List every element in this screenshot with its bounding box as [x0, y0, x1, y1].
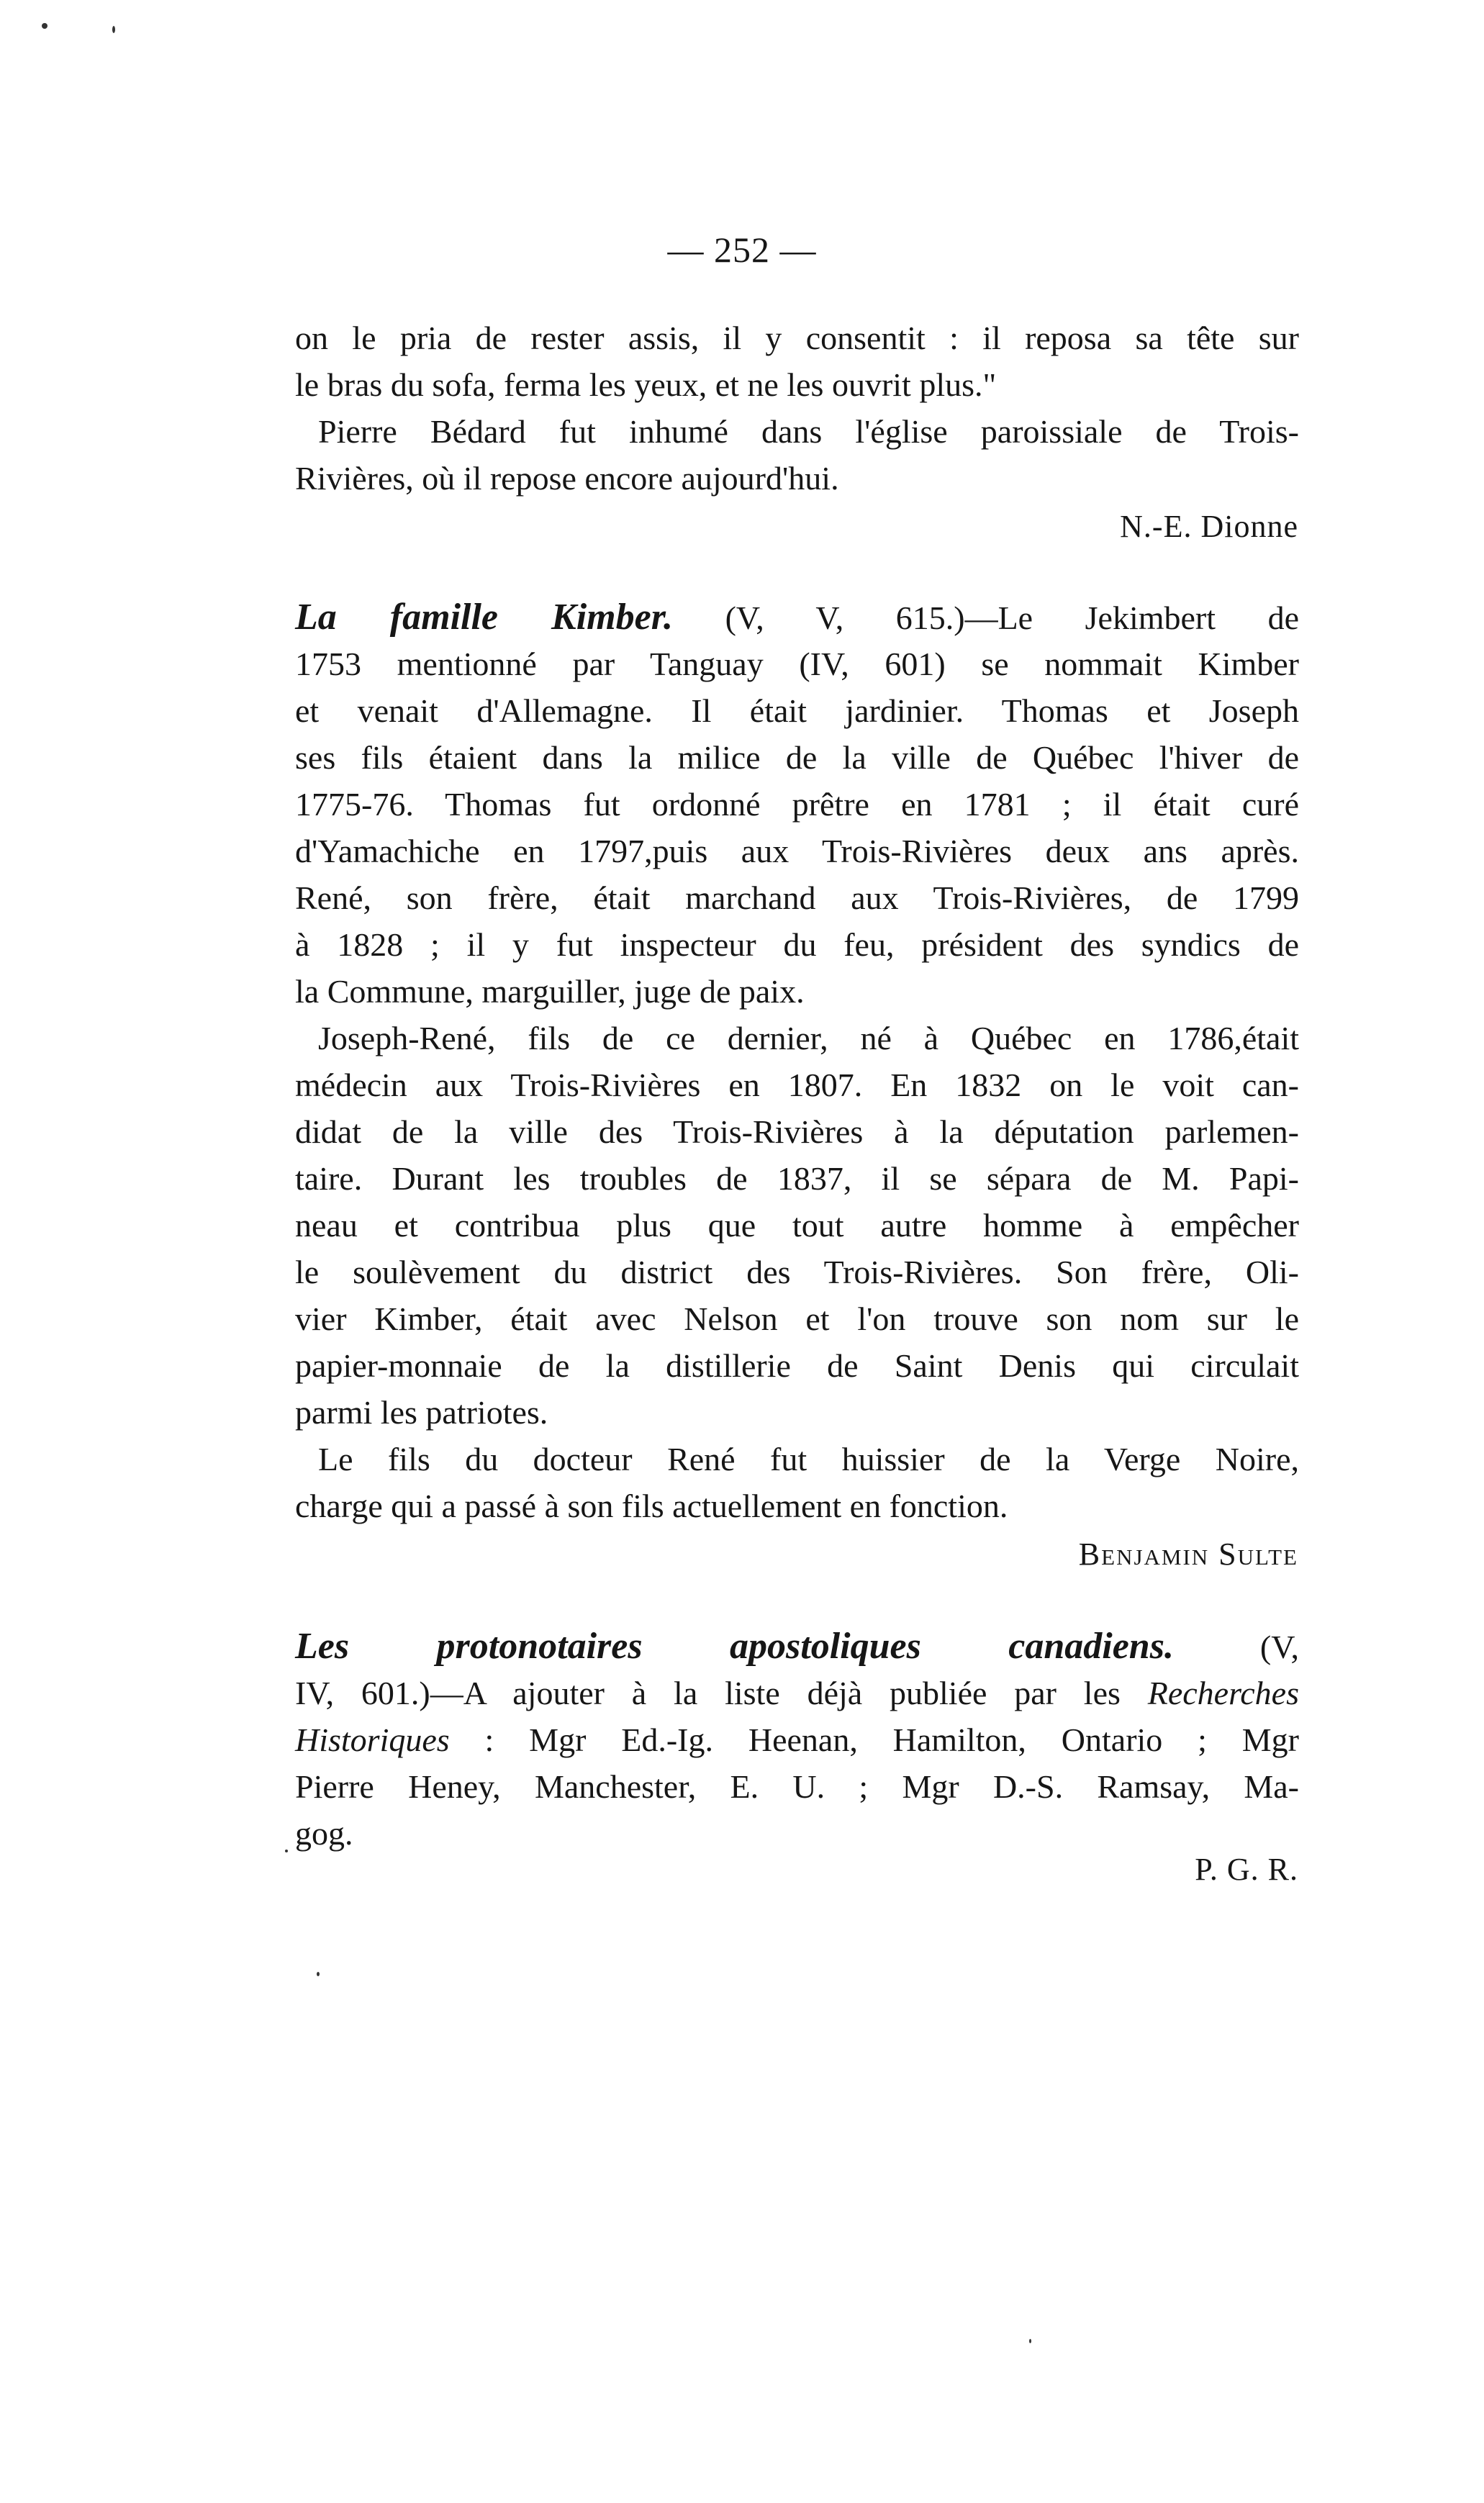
text-line: la Commune, marguiller, juge de paix. [295, 973, 805, 1010]
text-line [295, 1672, 1299, 1715]
text-line: Le fils du docteur René fut huissier de la Verge Noire, [318, 1441, 1299, 1477]
article-heading-line [295, 1625, 1299, 1669]
text-line: taire. Durant les troubles de 1837, il se sépara de M. Papi- [295, 1160, 1299, 1197]
text-line: neau et contribua plus que tout autre homme à empêcher [295, 1207, 1299, 1244]
text-line: et venait d'Allemagne. Il était jardinier. Thomas et Joseph [295, 692, 1299, 729]
reference-text: (V, V, 615.)—Le Jekimbert de [725, 599, 1299, 636]
text-line: papier-monnaie de la distillerie de Saint Denis qui circulait [295, 1347, 1299, 1384]
scan-speck [42, 23, 47, 29]
page-number: — 252 — [667, 230, 817, 270]
scan-speck [1029, 2339, 1031, 2343]
scan-speck [112, 26, 115, 33]
text-line: à 1828 ; il y fut inspecteur du feu, président des syndics de [295, 926, 1299, 963]
scan-speck [285, 1850, 288, 1852]
text-line: ses fils étaient dans la milice de la ville de Québec l'hiver de [295, 739, 1299, 776]
text-line: on le pria de rester assis, il y consentit : il reposa sa tête sur [295, 320, 1299, 356]
text-line: charge qui a passé à son fils actuellement en fonction. [295, 1488, 1008, 1524]
text-line: 1775-76. Thomas fut ordonné prêtre en 1781 ; il était curé [295, 786, 1299, 823]
article-title: Les protonotaires apostoliques canadiens. [295, 1626, 1174, 1667]
scan-speck [317, 1972, 320, 1976]
text-line: Pierre Bédard fut inhumé dans l'église paroissiale de Trois- [318, 413, 1299, 450]
text-segment: : Mgr Ed.-Ig. Heenan, Hamilton, Ontario ; Mgr [484, 1721, 1300, 1758]
text-segment: IV, 601.)—A ajouter à la liste déjà publiée par les [295, 1675, 1121, 1711]
text-line: gog. [295, 1815, 353, 1852]
author-signature: N.-E. Dionne [1120, 509, 1298, 544]
text-line: parmi les patriotes. [295, 1394, 548, 1431]
reference-text: (V, [1259, 1629, 1299, 1665]
text-line: didat de la ville des Trois-Rivières à la députation parlemen- [295, 1113, 1299, 1150]
text-line: médecin aux Trois-Rivières en 1807. En 1832 on le voit can- [295, 1067, 1299, 1103]
author-signature: Benjamin Sulte [1078, 1536, 1298, 1572]
text-line: Rivières, où il repose encore aujourd'hui. [295, 460, 839, 497]
journal-title: Historiques [295, 1721, 450, 1758]
text-line: le soulèvement du district des Trois-Rivières. Son frère, Oli- [295, 1254, 1299, 1290]
author-signature: P. G. R. [1195, 1852, 1298, 1887]
text-line: Pierre Heney, Manchester, E. U. ; Mgr D.-S. Ramsay, Ma- [295, 1768, 1299, 1805]
text-line: le bras du sofa, ferma les yeux, et ne les ouvrit plus." [295, 366, 997, 403]
text-line: d'Yamachiche en 1797,puis aux Trois-Rivières deux ans après. [295, 833, 1299, 869]
text-line: Joseph-René, fils de ce dernier, né à Québec en 1786,était [318, 1020, 1299, 1056]
article-title: La famille Kimber. [295, 597, 674, 638]
article-heading-line [295, 596, 1299, 640]
text-line: vier Kimber, était avec Nelson et l'on trouve son nom sur le [295, 1300, 1299, 1337]
text-line: René, son frère, était marchand aux Trois-Rivières, de 1799 [295, 879, 1299, 916]
text-line: 1753 mentionné par Tanguay (IV, 601) se nommait Kimber [295, 646, 1299, 682]
journal-title: Recherches [1147, 1675, 1299, 1711]
text-line [295, 1719, 1299, 1762]
